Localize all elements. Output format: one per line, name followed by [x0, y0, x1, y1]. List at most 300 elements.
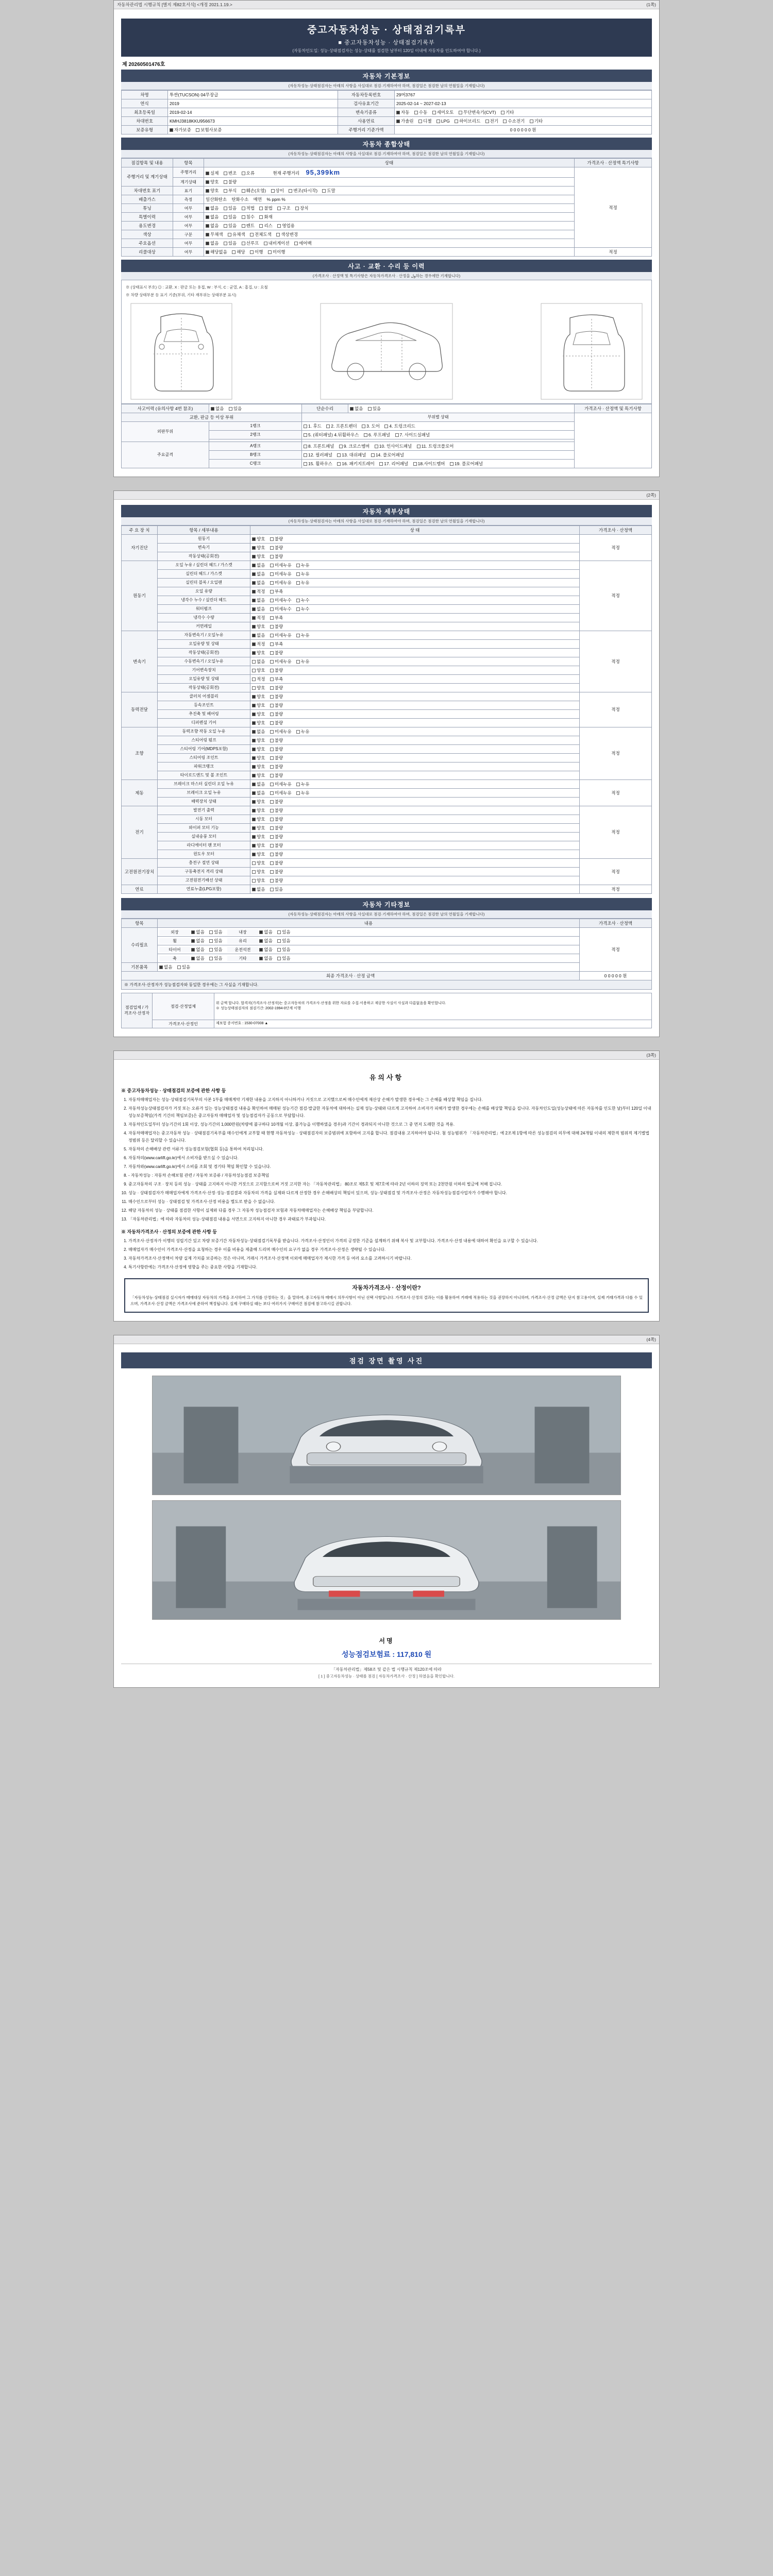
mainopt-opt-0[interactable]: 없음	[206, 240, 219, 246]
mainopt-opt-2[interactable]: 선루프	[242, 240, 259, 246]
signature-label: 서명	[379, 1637, 394, 1645]
other-col-1: 내용	[158, 919, 580, 927]
tuning-opt-2[interactable]: 적법	[242, 205, 255, 211]
en-row-7: 커먼레일	[158, 622, 250, 631]
value-vin: KMHJ3818KKU956673	[168, 117, 338, 126]
parts-items-2: 8. 프론트패널 9. 크로스멤버 10. 인사이드패널 11. 트렁크플로어	[302, 442, 575, 450]
parts-rank-4: C랭크	[209, 459, 302, 468]
en-opts-6: 적정 부족	[250, 613, 580, 622]
photo-rear-lift	[152, 1500, 621, 1620]
trans-opt-3[interactable]: 무단변속기(CVT)	[459, 109, 496, 115]
el-row-2: 와이퍼 모터 기능	[158, 823, 250, 832]
trans-opt-4[interactable]: 기타	[501, 109, 514, 115]
recall-opt-3[interactable]: 미이행	[268, 249, 285, 255]
en-row-4: 냉각수 누수 / 실린더 헤드	[158, 596, 250, 604]
section-detail-bar: 자동차 세부상태	[121, 505, 652, 517]
mileage-opt-0[interactable]: 실제	[206, 170, 219, 176]
detail-col-2: 상 태	[250, 526, 580, 534]
other-col-2: 가격조사 · 산정액	[580, 919, 652, 927]
notice-list-1	[121, 1096, 652, 1179]
row-color-sub: 구분	[173, 230, 204, 239]
mileage-opt-2[interactable]: 오류	[242, 170, 255, 176]
st-result: 적정	[580, 727, 652, 779]
other-row-4: 없음 있음	[158, 962, 580, 971]
el-opts-5: 양호 불량	[250, 850, 580, 858]
special-opt-2[interactable]: 침수	[242, 214, 255, 220]
en-opts-4: 없음 미세누수 누수	[250, 596, 580, 604]
section-basic-info-sub: (자동차성능·상태점검자는 아래의 사항을 사실대로 점검·기재하여야 하며, 점검일은 점검한 날의 연월일을 기재합니다)	[121, 82, 652, 90]
color-opt-3[interactable]: 색상변경	[276, 231, 298, 238]
label-fuel: 사용연료	[338, 117, 395, 126]
parts-rank-0: 1랭크	[209, 421, 302, 430]
notice-list-3	[121, 1238, 652, 1271]
pw-opts-1: 양호 불량	[250, 701, 580, 709]
page-2	[113, 490, 660, 1037]
row-mileage-sub: 주행거리	[173, 167, 204, 178]
pw-row-1: 등속조인트	[158, 701, 250, 709]
row-tuning-opts	[204, 204, 575, 213]
other-group-repair: 수리필요	[122, 927, 158, 962]
sd-opts-1: 양호 불량	[250, 543, 580, 552]
col-price-note: 가격조사 · 산정액 특기사항	[575, 159, 652, 167]
parts-items-0: 1. 후드 2. 프론트펜더 3. 도어 4. 트렁크리드	[302, 421, 575, 430]
tr-row-6: 작동상태(공회전)	[158, 683, 250, 692]
notice-list-2	[121, 1181, 652, 1223]
row-emission-opts	[204, 195, 575, 204]
value-transmission	[395, 108, 652, 117]
sign-value-2	[214, 1020, 652, 1028]
parts-rank-1: 2랭크	[209, 430, 302, 439]
sign-left-title: 점검업체 / 가격조사·산정자	[122, 993, 153, 1028]
total-note: ※ 가격조사·산정자가 성능점검자와 동일한 경우에는 그 사실을 기재합니다.	[121, 980, 652, 990]
detail-col-0: 주 요 장 치	[122, 526, 158, 534]
car-rear-diagram	[540, 302, 643, 400]
group-engine: 원동기	[122, 561, 158, 631]
recall-opt-1[interactable]: 해당	[232, 249, 245, 255]
row-vin-mark-sub: 표기	[173, 187, 204, 195]
overall-status-table	[121, 158, 652, 257]
br-row-2: 배력장치 상태	[158, 797, 250, 806]
trans-opt-0[interactable]: 자동	[396, 109, 409, 115]
tr-row-3: 수동변속기 / 오일누유	[158, 657, 250, 666]
tr-row-2: 작동상태(공회전)	[158, 648, 250, 657]
tr-opts-3: 없음 미세누유 누유	[250, 657, 580, 666]
trans-opt-1[interactable]: 수동	[414, 109, 427, 115]
tr-opts-5: 적정 부족	[250, 674, 580, 683]
diagram-legend-2: ※ 차량 상태부분 등 표기 기준(부위, 기타 재부위는 상태부분 표시)	[126, 293, 237, 298]
simple-opt-1[interactable]: 있음	[368, 405, 381, 412]
section-accident-bar: 사고 · 교환 · 수리 등 이력	[121, 260, 652, 272]
emission-co: 일산화탄소	[206, 197, 227, 202]
br-opts-2: 양호 불량	[250, 797, 580, 806]
row-recall-opts	[204, 248, 575, 257]
en-result: 적정	[580, 561, 652, 631]
hv-row-0: 충전구 절연 상태	[158, 858, 250, 867]
row-gauge-sub: 계기상태	[173, 178, 204, 187]
col-sub: 항목	[173, 159, 204, 167]
page-3	[113, 1050, 660, 1322]
sd-row-2: 작동상태(공회전)	[158, 552, 250, 561]
photo-front-lift	[152, 1376, 621, 1495]
form-reference: 자동차관리법 시행규칙 [별지 제82호서식] <개정 2021.1.19.>	[117, 2, 232, 7]
page-number-2: (2쪽)	[646, 492, 656, 498]
row-options-sub: 여부	[173, 239, 204, 248]
row-color-label: 색상	[122, 230, 173, 239]
en-opts-3: 적정 부족	[250, 587, 580, 596]
vinmark-opt-1[interactable]: 부식	[224, 188, 237, 194]
parts-items-4: 15. 휠하우스 16. 패키지트레이 17. 리어패널 18.사이드멤버 19. 플로어패널	[302, 459, 575, 468]
pw-opts-3: 양호 불량	[250, 718, 580, 727]
parts-rank-3: B랭크	[209, 450, 302, 459]
el-result: 적정	[580, 806, 652, 858]
st-row-5: 타이로드엔드 및 볼 조인트	[158, 771, 250, 779]
other-result: 적정	[580, 927, 652, 971]
notice-3-2: 3. 자동차가격조사·산정액이 차량 실제 가치를 보증하는 것은 아니며, 거래시 가격조사·산정액 이외에 매매업자가 제시한 가격 등 여러 요소를 고려하시기 바랍니다.	[128, 1255, 652, 1262]
recall-result: 적정	[575, 248, 652, 257]
pw-row-2: 추진축 및 베어링	[158, 709, 250, 718]
st-opts-3: 양호 불량	[250, 753, 580, 762]
definition-box	[124, 1278, 649, 1313]
tuning-opt-0[interactable]: 없음	[206, 205, 219, 211]
notice-2-3: 12. 해당 자동차의 성능 · 상태를 점검한 사항이 실제와 다를 경우 그 자동차 성능점검자 보험과 자동차매매업자는 손해배상 책임을 부담합니다.	[128, 1207, 652, 1214]
tuning-opt-4[interactable]: 구조	[277, 205, 290, 211]
car-side-left-diagram	[320, 302, 453, 400]
section-overall-sub: (자동차성능·상태점검자는 아래의 사항을 사실대로 점검·기재하여야 하며, 점검일은 점검한 날의 연월일을 기재합니다)	[121, 150, 652, 158]
sign-value-1	[214, 993, 652, 1020]
el-row-3: 실내송풍 모터	[158, 832, 250, 841]
st-row-4: 파워크랭크	[158, 762, 250, 771]
st-opts-0: 없음 미세누유 누유	[250, 727, 580, 736]
sd-opts-2: 양호 불량	[250, 552, 580, 561]
label-year: 연식	[122, 99, 168, 108]
st-opts-2: 양호 불량	[250, 744, 580, 753]
damage-diagram-box	[121, 280, 652, 404]
el-row-1: 시동 모터	[158, 815, 250, 823]
row-special-label: 특별이력	[122, 213, 173, 222]
el-row-4: 라디에이터 팬 모터	[158, 841, 250, 850]
total-price-label: 최종 가격조사 · 산정 금액	[122, 971, 580, 980]
accident-opts	[209, 404, 302, 413]
el-opts-4: 양호 불량	[250, 841, 580, 850]
gauge-opt-1[interactable]: 불량	[224, 179, 237, 185]
trans-opt-2[interactable]: 세미오토	[432, 109, 454, 115]
accident-opt-0[interactable]: 없음	[211, 405, 224, 412]
usage-opt-3[interactable]: 리스	[259, 223, 272, 229]
color-opt-0[interactable]: 무채색	[206, 231, 223, 238]
en-opts-7: 양호 불량	[250, 622, 580, 631]
other-info-table	[121, 919, 652, 980]
hv-opts-0: 양호 불량	[250, 858, 580, 867]
fuel-opt-5[interactable]: 수소전기	[503, 118, 525, 124]
page-number-3: (3쪽)	[646, 1052, 656, 1058]
simple-repair-opts	[348, 404, 575, 413]
definition-body: 「자동차성능·상태점검 실시자가 매매대상 자동차의 가격을 조사하여 그 가치를 산정하는 것」을 말하며, 중고자동차 매매시 의무사항이 아닌 선택 사항입니다. 가격조사·산정의 결과는 이를 활용하여 거래에 적용하는 것을 권장하지 아니하며, 가격조사·산정 금액은 단지 참고용이며, 실제 거래가격과 다를 수 있으며, 가격조사·산정 금액은 가격조사에 준하여 책정됩니다. 실제 구매하실 때는 보다 여러가지 구매여건 점검에 참고하시길 권합니다.	[130, 1295, 643, 1307]
row-usage-sub: 여부	[173, 222, 204, 230]
parts-items-1: 5. (쿼터패널) 4.뒤휠하우스 6. 루프패널 7. 사이드실패널	[302, 430, 575, 439]
vinmark-opt-3[interactable]: 상이	[271, 188, 284, 194]
tuning-opt-1[interactable]: 있음	[224, 205, 237, 211]
label-warranty: 보증유형	[122, 126, 168, 134]
group-powertrain: 동력전달	[122, 692, 158, 727]
row-special-opts	[204, 213, 575, 222]
fl-opts-0: 없음 있음	[250, 885, 580, 893]
notice-1-4: 5. 자동차의 손해배상 관련 서류가 성능점검보험(협회 등)을 통하여 처리됩니다.	[128, 1146, 652, 1153]
notice-head-1: ※ 중고자동차성능 · 상태점검의 보증에 관한 사항 등	[121, 1088, 226, 1093]
tr-opts-6: 양호 불량	[250, 683, 580, 692]
tr-opts-2: 양호 불량	[250, 648, 580, 657]
section-other-bar: 자동차 기타정보	[121, 898, 652, 910]
tuning-opt-3[interactable]: 불법	[259, 205, 272, 211]
usage-opt-0[interactable]: 없음	[206, 223, 219, 229]
el-opts-3: 양호 불량	[250, 832, 580, 841]
document-title-block	[121, 19, 652, 57]
other-row-3: 축 없음 있음 기타 없음 있음	[158, 954, 580, 962]
section-overall-bar: 자동차 종합상태	[121, 138, 652, 150]
col-state: 상태	[204, 159, 575, 167]
overall-result: 적정	[575, 167, 652, 248]
notice-1-5: 6. 자동차의(www.carlift.go.kr)에서 소비자를 받으실 수 있습니다.	[128, 1155, 652, 1162]
label-inspection-valid: 검사유효기간	[338, 99, 395, 108]
row-usage-opts	[204, 222, 575, 230]
br-row-0: 브레이크 마스터 실린더 오일 누유	[158, 779, 250, 788]
row-vin-mark-label: 차대번호 표기	[122, 187, 173, 195]
document-title-note: (자동차인도일: 성능·상태점검자는 성능·상태를 점검한 날부터 120일 이내에 자동차를 인도하여야 합니다.)	[292, 48, 481, 53]
pw-result: 적정	[580, 692, 652, 727]
parts-rank-2: A랭크	[209, 442, 302, 450]
row-mileage-label: 주행거리 및 계기상태	[122, 167, 173, 187]
label-plate-no: 자동차등록번호	[338, 91, 395, 99]
group-brake: 제동	[122, 779, 158, 806]
hv-opts-2: 양호 불량	[250, 876, 580, 885]
hv-result: 적정	[580, 858, 652, 885]
accident-price-label: 가격조사 · 산정액 및 특기사항	[575, 404, 652, 413]
vinmark-opt-0[interactable]: 양호	[206, 188, 219, 194]
notice-3-3: 4. 특기사항란에는 가격조사·산정에 영향을 주는 중요한 사항을 기재합니다.	[128, 1264, 652, 1271]
tr-row-4: 기어변속장치	[158, 666, 250, 674]
group-steering: 조향	[122, 727, 158, 779]
sign-label-2: 가격조사·산정인	[153, 1020, 214, 1028]
hv-opts-1: 양호 불량	[250, 867, 580, 876]
pw-row-3: 디퍼렌셜 기어	[158, 718, 250, 727]
notice-title: 유의사항	[369, 1073, 404, 1081]
color-opt-1[interactable]: 유채색	[228, 231, 245, 238]
st-opts-1: 양호 불량	[250, 736, 580, 744]
mileage-value: 95,399km	[306, 168, 341, 176]
fl-row-0: 연료누출(LPG포함)	[158, 885, 250, 893]
parts-head-right: 부위별 상태	[302, 413, 575, 421]
row-options-label: 주요옵션	[122, 239, 173, 248]
section-basic-info-bar: 자동차 기본정보	[121, 70, 652, 82]
photo-rear-lift-image	[153, 1501, 620, 1619]
value-car-name: 투싼(TUCSON) 04무장급	[168, 91, 338, 99]
inspection-insurance-fee: 성능점검보험료 : 117,810 원	[341, 1650, 432, 1658]
tr-opts-0: 없음 미세누유 누유	[250, 631, 580, 639]
notice-2-0: 9. 중고자동차의 구조 · 장치 등의 성능 · 상태를 고지하지 아니한 거짓으로 고지함으로써 거짓 고지한 자는 「자동차관리법」 80조로 제5호 및 제7호에 따라 2년 이하의 징역 또는 2천만원 이하의 벌금에 처해 집니다.	[128, 1181, 652, 1188]
fuel-opt-6[interactable]: 기타	[530, 118, 543, 124]
el-opts-0: 양호 불량	[250, 806, 580, 815]
color-opt-2[interactable]: 전체도색	[250, 231, 272, 238]
special-opt-3[interactable]: 화재	[259, 214, 272, 220]
section-detail-sub: (자동차성능·상태점검자는 아래의 사항을 사실대로 점검·기재하여야 하며, 점검일은 점검한 날의 연월일을 기재합니다)	[121, 517, 652, 526]
label-mileage-base: 주행거리 기준가액	[338, 126, 395, 134]
label-car-name: 차명	[122, 91, 168, 99]
fuel-opt-3[interactable]: 하이브리드	[455, 118, 480, 124]
photo-front-lift-image	[153, 1376, 620, 1495]
hv-row-1: 구동축전지 격리 상태	[158, 867, 250, 876]
st-row-2: 스티어링 기어(MDPS포함)	[158, 744, 250, 753]
sign-label-1: 점검·산정업체	[153, 993, 214, 1020]
en-opts-5: 없음 미세누수 누수	[250, 604, 580, 613]
mileage-current-label: 현재 주행거리	[273, 171, 300, 176]
other-row-2: 타이어 없음 있음 운전석전 없음 있음	[158, 945, 580, 954]
group-self-diag: 자기진단	[122, 534, 158, 561]
simple-opt-0[interactable]: 없음	[350, 405, 363, 412]
st-opts-4: 양호 불량	[250, 762, 580, 771]
group-transmission: 변속기	[122, 631, 158, 692]
document-number: 제 20260501476호	[122, 62, 165, 67]
en-opts-1: 없음 미세누유 누유	[250, 569, 580, 578]
value-plate-no: 29머3767	[395, 91, 652, 99]
parts-group-1: 주요골격	[122, 442, 209, 468]
mainopt-opt-1[interactable]: 있음	[224, 240, 237, 246]
parts-head: 교환, 판금 등 이상 부위	[122, 413, 302, 421]
en-row-6: 냉각수 수량	[158, 613, 250, 622]
basic-info-table	[121, 90, 652, 134]
row-recall-label: 리콜대상	[122, 248, 173, 257]
sd-row-0: 원동기	[158, 534, 250, 543]
warranty-opt-0[interactable]: 자가보증	[170, 127, 191, 133]
gauge-opt-0[interactable]: 양호	[206, 179, 219, 185]
sd-result: 적정	[580, 534, 652, 561]
row-emission-label: 배출가스	[122, 195, 173, 204]
en-opts-0: 없음 미세누유 누유	[250, 561, 580, 569]
page-1	[113, 0, 660, 477]
pw-row-0: 클러치 어셈블리	[158, 692, 250, 701]
page-number-4: (4쪽)	[646, 1337, 656, 1342]
notice-head-3: ※ 자동차가격조사 · 산정의 보증에 관한 사항 등	[121, 1229, 217, 1234]
st-row-0: 동력조향 작동 오일 누유	[158, 727, 250, 736]
page-4	[113, 1335, 660, 1688]
section-other-sub: (자동차성능·상태점검자는 아래의 사항을 사실대로 점검·기재하여야 하며, 점검일은 점검한 날의 연월일을 기재합니다)	[121, 910, 652, 919]
tr-opts-4: 양호 불량	[250, 666, 580, 674]
row-tuning-label: 튜닝	[122, 204, 173, 213]
accident-label: 사고이력 (유의사항 4번 참조)	[122, 404, 209, 413]
value-mileage-digits: 0 0 0 0 0 0 원	[395, 126, 652, 134]
tr-row-1: 오일유량 및 상태	[158, 639, 250, 648]
other-row-0: 외장 없음 있음 내장 없음 있음	[158, 927, 580, 936]
accident-history-table	[121, 404, 652, 468]
mainopt-opt-3[interactable]: 내비게이션	[264, 240, 290, 246]
pw-opts-2: 양호 불량	[250, 709, 580, 718]
row-options-opts	[204, 239, 575, 248]
vinmark-opt-2[interactable]: 훼손(오염)	[242, 188, 266, 194]
notice-2-1: 10. 성능 · 상태점검자가 매매업자에게 가격조사·산정·성능·점검결과 자동차의 가격을 실제와 다르게 산정한 경우 손해배상의 책임이 있으며, 성능·상태점검 및 가격조사·산정은 자동차성능점검사업자가 수행해야 합니다.	[128, 1190, 652, 1197]
usage-opt-1[interactable]: 있음	[224, 223, 237, 229]
usage-opt-4[interactable]: 영업용	[277, 223, 295, 229]
fuel-opt-2[interactable]: LPG	[436, 118, 450, 124]
document-title: 중고자동차성능 · 상태점검기록부	[307, 25, 466, 36]
accident-opt-1[interactable]: 있음	[229, 405, 242, 412]
tuning-opt-5[interactable]: 장치	[295, 205, 308, 211]
tr-opts-1: 적정 부족	[250, 639, 580, 648]
fuel-opt-1[interactable]: 디젤	[418, 118, 431, 124]
parts-items-3: 12. 필러패널 13. 대쉬패널 14. 플로어패널	[302, 450, 575, 459]
special-opt-1[interactable]: 있음	[224, 214, 237, 220]
value-first-reg: 2019-02-14	[168, 108, 338, 117]
row-emission-sub: 측정	[173, 195, 204, 204]
label-first-reg: 최초등록일	[122, 108, 168, 117]
special-opt-0[interactable]: 없음	[206, 214, 219, 220]
notice-1-6: 7. 자동차와(www.carlift.go.kr)에서 소비를 조회 및 경기타 책임 확인할 수 있습니다.	[128, 1163, 652, 1171]
detail-col-3: 가격조사 · 산정액	[580, 526, 652, 534]
st-row-1: 스티어링 펌프	[158, 736, 250, 744]
row-vin-mark-opts	[204, 187, 575, 195]
page2-topbar	[114, 491, 659, 500]
sd-opts-0: 양호 불량	[250, 534, 580, 543]
label-vin: 차대번호	[122, 117, 168, 126]
other-col-0: 항목	[122, 919, 158, 927]
br-row-1: 브레이크 오일 누유	[158, 788, 250, 797]
recall-opt-2[interactable]: 이행	[250, 249, 263, 255]
sign-note-1: 위 금액 합니다. 합격자(가격조사·산정자)는 중고자동차의 가격조사·산정을 위한 자료를 수집·이용하고 제공한 사실이 사실과 다름없음을 확인합니다.	[216, 1001, 446, 1005]
accident-price-value	[575, 413, 652, 468]
warranty-opt-1[interactable]: 보험사보증	[196, 127, 222, 133]
en-row-2: 실린더 블록 / 오일팬	[158, 578, 250, 587]
fl-result: 적정	[580, 885, 652, 893]
document-subtitle: ■ 중고자동차성능 · 상태점검기록부	[338, 40, 435, 46]
el-opts-1: 양호 불량	[250, 815, 580, 823]
recall-opt-0[interactable]: 해당없음	[206, 249, 227, 255]
row-color-opts	[204, 230, 575, 239]
br-result: 적정	[580, 779, 652, 806]
br-opts-1: 없음 미세누유 누유	[250, 788, 580, 797]
vinmark-opt-4[interactable]: 변조(타시작)	[289, 188, 317, 194]
simple-repair-label: 단순수리	[302, 404, 348, 413]
en-row-0: 오일 누유 / 실린더 헤드 / 가스켓	[158, 561, 250, 569]
detail-status-table	[121, 526, 652, 894]
vinmark-opt-5[interactable]: 도말	[322, 188, 335, 194]
label-transmission: 변속기종류	[338, 108, 395, 117]
notice-1-1: 2. 자동차성능상태점검자가 거짓 또는 오류가 있는 성능상태점검 내용을 확인하여 매매된 성능기간 점검·발급한 자동차에 대하여는 실제 성능·상태와 다르게 고지하여 소비자가 피해가 발생한 경우에는 손해를 배상할 책임을 집니다. 자동차인도일(성능상태에 따른 자동차를 인도한 날)부터 120일 이내 성능보증책임(가격 기간의 책임보증)은 중고자동차 매매업자 및 성능점검자가 공동으로 부담합니다.	[128, 1105, 652, 1120]
notice-1-2: 3. 자동차인도일부터 성능기간의 1회 이상, 성능기간의 1,000만원(차량에 불구하다 10개월 이상, 불가능을 이행하였을 경우)과 기간이 경과되지 아니한 것으로 그 중 먼저 도래한 것을 적용.	[128, 1121, 652, 1128]
diagram-legend-1: ※ (상태표시 부호) ◎ : 교환, X : 판금 또는 용접, W : 부식, C : 균열, A : 흠집, U : 요철	[126, 285, 268, 290]
fuel-opt-4[interactable]: 전기	[485, 118, 498, 124]
mainopt-opt-4[interactable]: 에어백	[294, 240, 312, 246]
usage-opt-2[interactable]: 렌트	[242, 223, 255, 229]
br-opts-0: 없음 미세누유 누유	[250, 779, 580, 788]
el-row-0: 발전기 출력	[158, 806, 250, 815]
pw-opts-0: 양호 불량	[250, 692, 580, 701]
fuel-opt-0[interactable]: 가솔린	[396, 118, 414, 124]
sd-row-1: 변속기	[158, 543, 250, 552]
emission-smoke: 매연	[253, 197, 262, 202]
signature-block-table	[121, 993, 652, 1028]
st-opts-5: 양호 불량	[250, 771, 580, 779]
row-recall-sub: 여부	[173, 248, 204, 257]
tr-row-5: 오일유량 및 상태	[158, 674, 250, 683]
mileage-opt-1[interactable]: 변조	[224, 170, 237, 176]
definition-title: 자동차가격조사 · 산정이란?	[352, 1284, 421, 1291]
car-diagrams	[125, 300, 648, 400]
total-price-value: 0 0 0 0 0 원	[580, 971, 652, 980]
section-accident-sub: (가격조사 · 산정액 및 특기사항은 자동차가격조사 · 산정을 ول하는 경우에만 기재합니다)	[121, 272, 652, 280]
row-tuning-sub: 여부	[173, 204, 204, 213]
notice-2-4: 13. 「자동차관리법」에 따라 자동차의 성능·상태점검 내용을 서면으로 고지하지 아니한 경우 과태료가 부과됩니다.	[128, 1216, 652, 1223]
photo-area	[121, 1368, 652, 1632]
value-fuel	[395, 117, 652, 126]
photo-section-title: 점검 장면 촬영 사진	[121, 1352, 652, 1368]
notice-1-7: 8. - 자동차성능 : 자동차 손해보험 관련 / 자동차 보증류 / 자동차성능점검 보증책임	[128, 1172, 652, 1179]
